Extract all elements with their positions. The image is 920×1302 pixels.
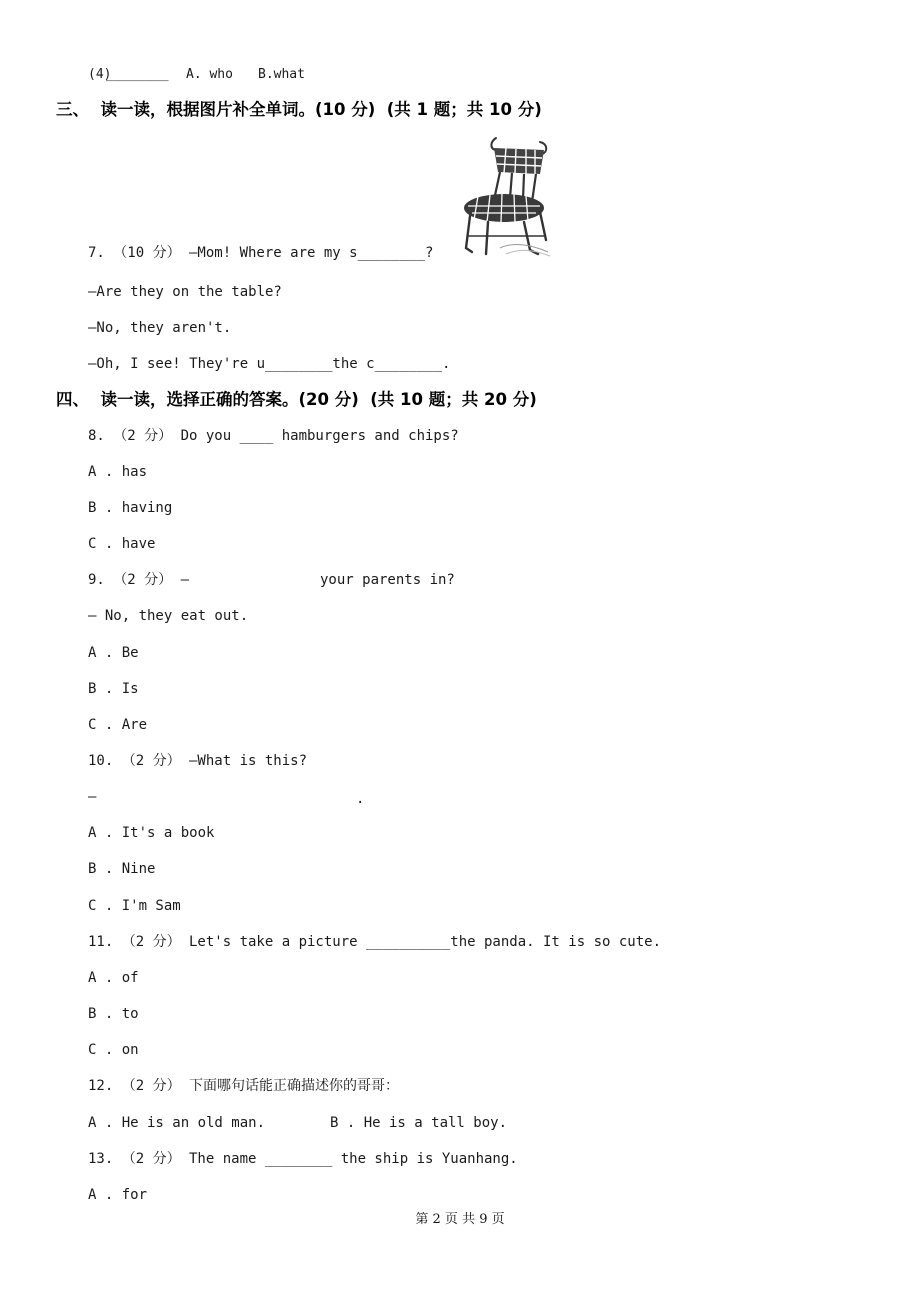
q7-stem: 7. （10 分） —Mom! Where are my s________? xyxy=(88,245,434,261)
q11-option-c: C . on xyxy=(88,1042,139,1058)
page-footer: 第 2 页 共 9 页 xyxy=(415,1212,505,1227)
q9-option-b: B . Is xyxy=(88,681,139,697)
q10-option-b: B . Nine xyxy=(88,861,156,877)
q6-part4-option-a: A. who xyxy=(186,67,233,82)
q9-stem-start: 9. （2 分） — xyxy=(88,572,190,588)
q9-stem-end: your parents in? xyxy=(320,572,455,588)
q10-option-a: A . It's a book xyxy=(88,825,215,841)
q8-option-c: C . have xyxy=(88,536,156,552)
q13-stem: 13. （2 分） The name ________ the ship is Yuanhang. xyxy=(88,1151,518,1167)
q6-part4-option-b: B.what xyxy=(258,67,305,82)
q9-reply: — No, they eat out. xyxy=(88,608,249,624)
q11-stem: 11. （2 分） Let's take a picture __________the panda. It is so cute. xyxy=(88,934,662,950)
q12-stem: 12. （2 分） 下面哪句话能正确描述你的哥哥： xyxy=(88,1078,399,1094)
q7-line-4: —Oh, I see! They're u________the c________. xyxy=(88,356,451,372)
chair-picture xyxy=(460,136,552,260)
q6-part4-number: (4) xyxy=(88,67,112,82)
q7-line-3: —No, they aren't. xyxy=(88,320,232,336)
q10-reply-dash: — xyxy=(88,789,97,805)
q12-option-a: A . He is an old man. xyxy=(88,1115,266,1131)
q10-reply-period: . xyxy=(356,791,365,807)
q8-stem: 8. （2 分） Do you ____ hamburgers and chips? xyxy=(88,428,459,444)
section-3-heading: 三、 读一读，根据图片补全单词。(10 分) (共 1 题；共 10 分) xyxy=(56,100,542,119)
q13-option-a: A . for xyxy=(88,1187,148,1203)
q10-stem: 10. （2 分） —What is this? xyxy=(88,753,308,769)
q9-option-a: A . Be xyxy=(88,645,139,661)
q8-option-a: A . has xyxy=(88,464,148,480)
q9-option-c: C . Are xyxy=(88,717,148,733)
q10-option-c: C . I'm Sam xyxy=(88,898,181,914)
q11-option-b: B . to xyxy=(88,1006,139,1022)
q8-option-b: B . having xyxy=(88,500,173,516)
q7-line-2: —Are they on the table? xyxy=(88,284,282,300)
q11-option-a: A . of xyxy=(88,970,139,986)
q12-option-b: B . He is a tall boy. xyxy=(330,1115,508,1131)
q6-part4-blank: ________ xyxy=(106,67,169,82)
section-4-heading: 四、 读一读，选择正确的答案。(20 分) (共 10 题；共 20 分) xyxy=(56,390,537,409)
